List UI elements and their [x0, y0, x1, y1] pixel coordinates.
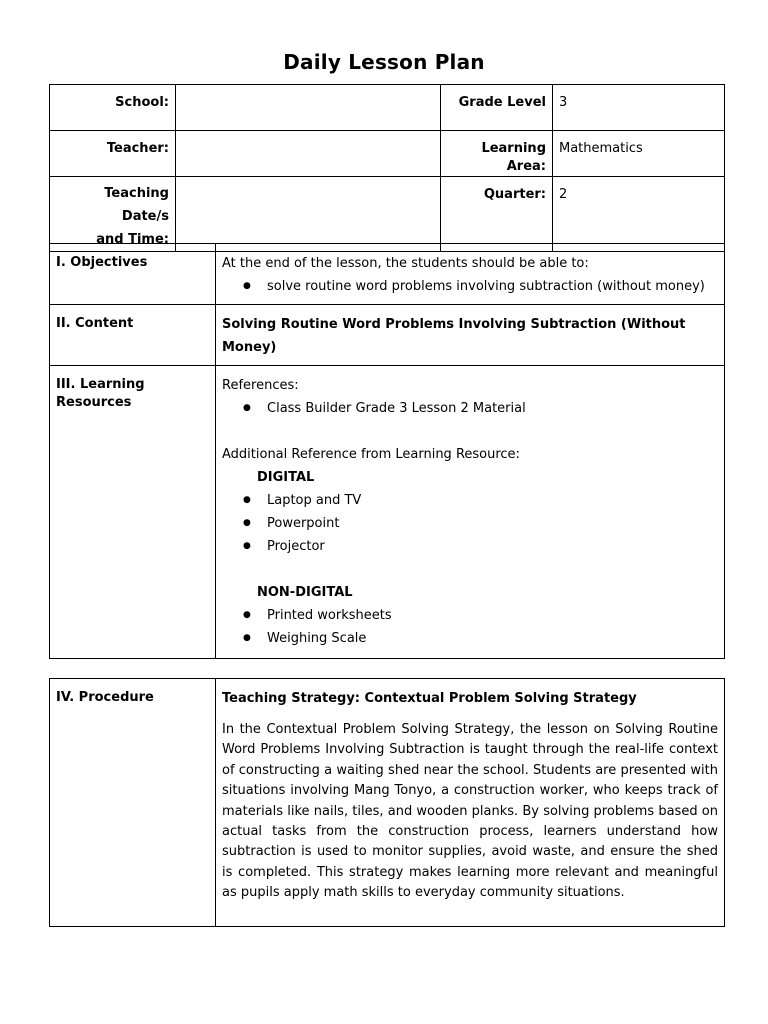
teaching-date-label-line1: Teaching Date/s	[104, 186, 169, 224]
objectives-intro: At the end of the lesson, the students should be able to:	[222, 256, 589, 271]
resources-row	[50, 366, 725, 659]
content-label: II. Content	[50, 305, 216, 366]
header-row-school	[50, 85, 725, 131]
teaching-date-value[interactable]	[176, 177, 441, 252]
list-item: ● Projector	[222, 535, 718, 558]
objectives-list	[222, 275, 718, 298]
list-item: ● Powerpoint	[222, 512, 718, 535]
list-item: ● solve routine word problems involving subtraction (without money)	[222, 275, 718, 298]
quarter-label: Quarter:	[441, 177, 553, 252]
grade-level-label: Grade Level	[441, 85, 553, 131]
list-item: ● Class Builder Grade 3 Lesson 2 Material	[222, 397, 718, 420]
teaching-date-label-line2: and Time:	[96, 232, 169, 247]
resources-label: III. Learning Resources	[50, 366, 216, 659]
list-item: ● Weighing Scale	[222, 627, 718, 650]
objectives-row	[50, 244, 725, 305]
list-item: ● Laptop and TV	[222, 489, 718, 512]
page-title: Daily Lesson Plan	[283, 50, 485, 74]
procedure-row	[50, 679, 725, 927]
teacher-label: Teacher:	[50, 131, 176, 177]
header-row-date	[50, 177, 725, 252]
objectives-label: I. Objectives	[50, 244, 216, 305]
teaching-date-label	[50, 177, 176, 252]
header-row-teacher	[50, 131, 725, 177]
teacher-value[interactable]	[176, 131, 441, 177]
grade-level-value[interactable]: 3	[553, 85, 725, 131]
references-label: References:	[222, 378, 299, 393]
header-info-table	[49, 84, 725, 252]
quarter-value[interactable]: 2	[553, 177, 725, 252]
list-item: ● Printed worksheets	[222, 604, 718, 627]
digital-list	[222, 489, 718, 558]
teaching-strategy-title: Teaching Strategy: Contextual Problem Solving Strategy	[222, 691, 637, 706]
school-value[interactable]	[176, 85, 441, 131]
non-digital-list	[222, 604, 718, 650]
additional-reference-label: Additional Reference from Learning Resource:	[222, 447, 520, 462]
procedure-label: IV. Procedure	[50, 679, 216, 927]
procedure-table	[49, 678, 725, 927]
non-digital-label: NON-DIGITAL	[257, 585, 353, 600]
objectives-body	[216, 244, 725, 305]
content-text: Solving Routine Word Problems Involving Subtraction (Without Money)	[216, 305, 725, 366]
learning-area-label: Learning Area:	[441, 131, 553, 177]
learning-area-value[interactable]: Mathematics	[553, 131, 725, 177]
references-list	[222, 397, 718, 420]
procedure-body	[216, 679, 725, 927]
lesson-sections-table	[49, 243, 725, 659]
procedure-paragraph: In the Contextual Problem Solving Strategy, the lesson on Solving Routine Word Problems Involving Subtraction is taught through the real-life context of constructing a waiting shed near the school. Students are presented with situations involving Mang Tonyo, a construction worker, who keeps track of materials like nails, tiles, and wooden planks. By solving problems based on actual tasks from the construction process, learners understand how subtraction is used to monitor supplies, avoid waste, and ensure the shed is completed. This strategy makes learning more relevant and meaningful as pupils apply math skills to everyday community situations.	[222, 722, 718, 901]
digital-label: DIGITAL	[257, 470, 315, 485]
content-row	[50, 305, 725, 366]
resources-body	[216, 366, 725, 659]
school-label: School:	[50, 85, 176, 131]
